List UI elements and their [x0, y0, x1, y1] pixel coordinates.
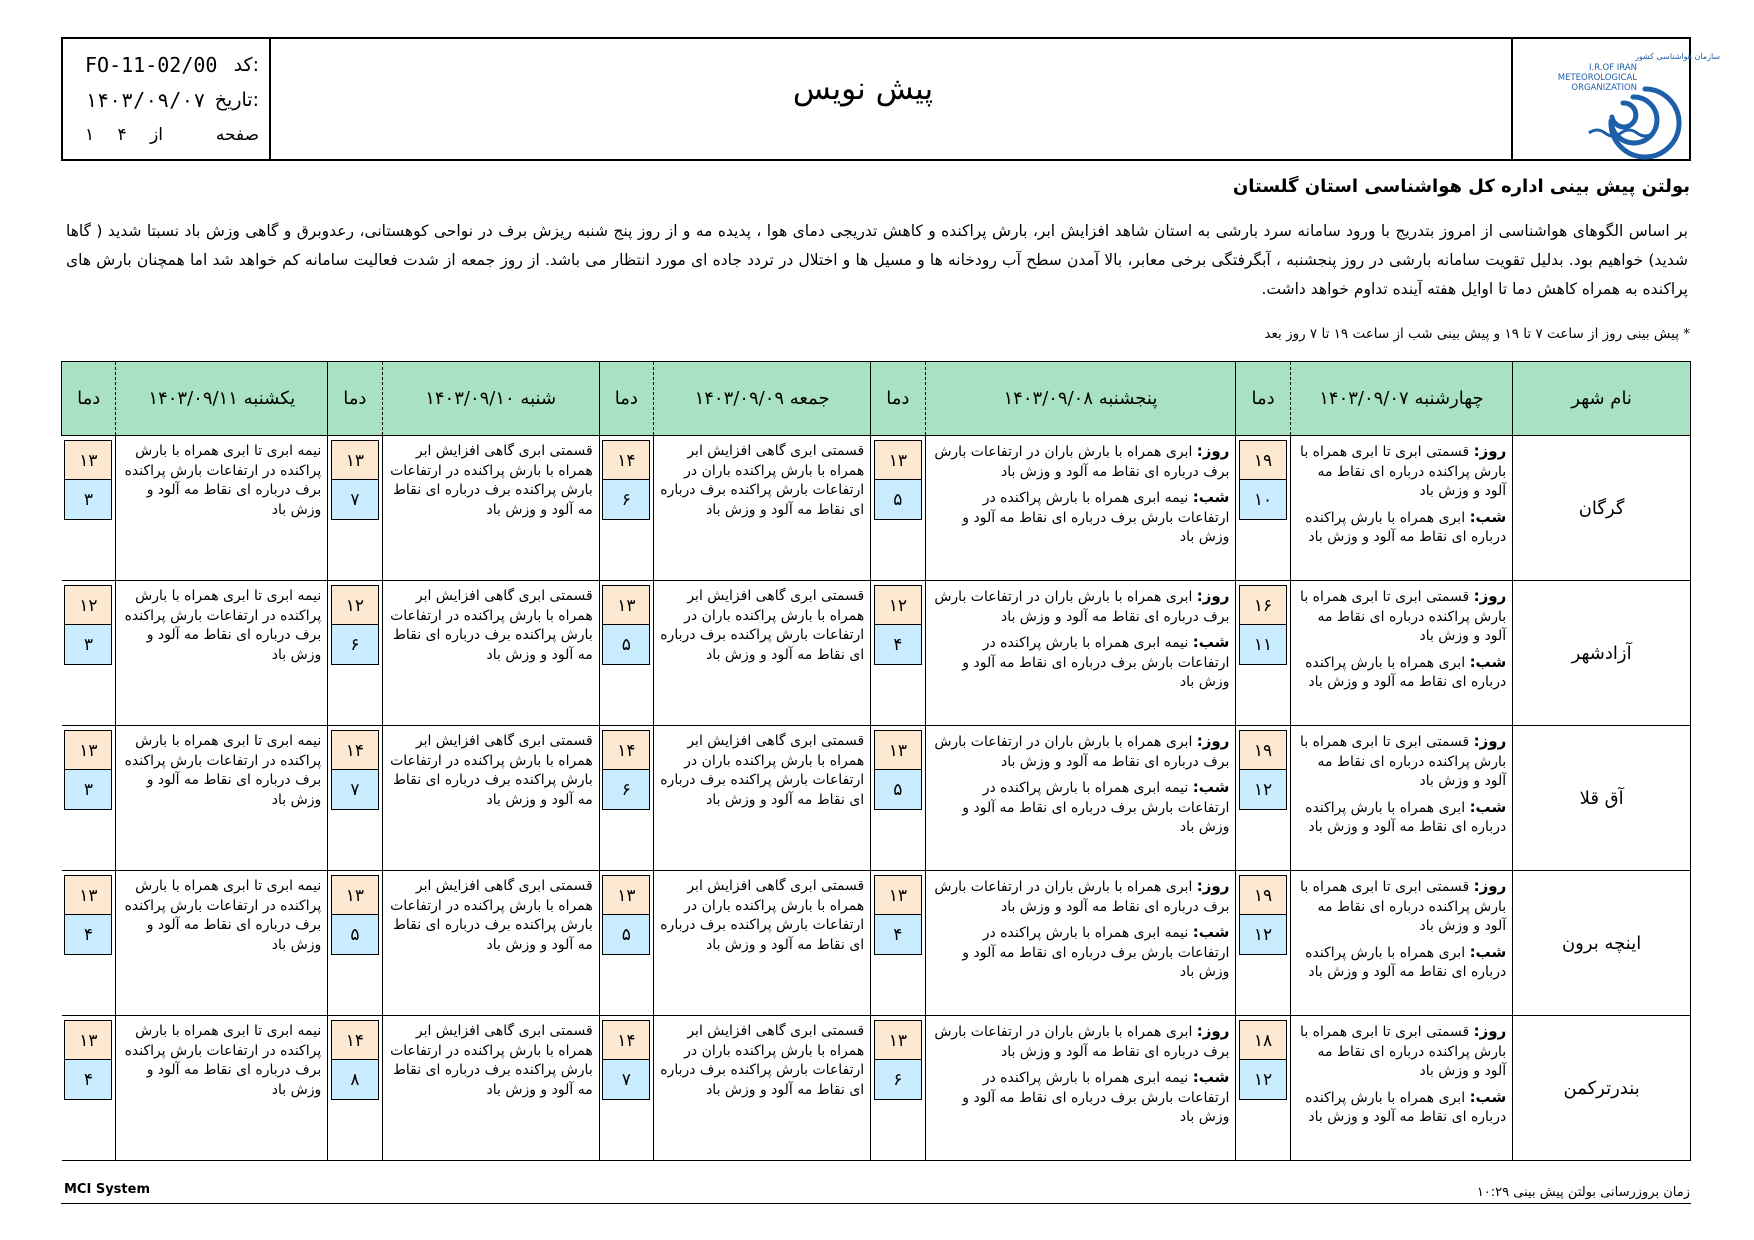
min-temp: ۱۱	[1239, 625, 1287, 665]
max-temp: ۱۳	[874, 1020, 922, 1060]
day-prefix: روز:	[1196, 587, 1230, 605]
table-row	[62, 1016, 1691, 1161]
night-prefix: شب:	[1192, 633, 1230, 651]
night-prefix: شب:	[1192, 488, 1230, 506]
day-header-2: پنجشنبه ۱۴۰۳/۰۹/۰۸	[925, 362, 1236, 436]
max-temp: ۱۳	[64, 730, 112, 770]
day-prefix: روز:	[1196, 732, 1230, 750]
code-row	[77, 49, 259, 81]
forecast-cell-day5	[116, 1016, 328, 1161]
temp-header-3: دما	[599, 362, 653, 436]
min-temp: ۶	[331, 625, 379, 665]
max-temp: ۱۲	[331, 585, 379, 625]
city-name: بندرترکمن	[1513, 1016, 1691, 1161]
forecast-cell-day5	[116, 726, 328, 871]
forecast-text: نیمه ابری تا ابری همراه با بارش پراکنده در ارتفاعات بارش پراکنده برف درباره ای نقاط مه آلود و وزش باد	[124, 878, 322, 953]
min-temp: ۳	[64, 625, 112, 665]
night-prefix: شب:	[1469, 797, 1507, 816]
forecast-table-wrapper	[61, 361, 1691, 1156]
forecast-summary: بر اساس الگوهای هواشناسی از امروز بتدریج با ورود سامانه سرد بارشی به استان شاهد افزایش ابر، بارش پراکنده و کاهش تدریجی دمای هوا ، پدیده مه و از روز پنج شنبه ریزش برف در نواحی کوهستانی، رعدوبرق و گاهی وزش باد نسبتا شدید ( گاها شدید) خواهیم بود. بدلیل تقویت سامانه بارشی در روز پنجشنبه ، آبگرفتگی برخی معابر، بالا آمدن سطح آب رودخانه ها و مسیل ها و اختلال در تردد جاده ای مورد انتظار می باشد. از روز جمعه از شدت فعالیت سامانه کم خواهد شد اما همچنان بارش های پراکنده به همراه کاهش دما تا اوایل هفته آینده تداوم خواهد داشت.	[66, 222, 1688, 298]
forecast-cell-day4	[382, 436, 599, 581]
forecast-cell-day4	[382, 726, 599, 871]
max-temp: ۱۴	[331, 1020, 379, 1060]
footer-divider	[61, 1203, 1691, 1204]
bulletin-title: بولتن پیش بینی اداره کل هواشناسی استان گلستان	[1232, 176, 1690, 197]
temp-cell-day1	[1236, 436, 1290, 581]
max-temp: ۱۳	[874, 875, 922, 915]
night-text: ابری همراه با بارش پراکنده درباره ای نقاط مه آلود و وزش باد	[1305, 944, 1507, 980]
day-forecast-text	[926, 726, 1236, 772]
min-temp: ۴	[64, 1060, 112, 1100]
forecast-text: قسمتی ابری گاهی افزایش ابر همراه با بارش پراکنده در ارتفاعات بارش پراکنده برف درباره ای نقاط مه آلود و وزش باد	[390, 878, 593, 953]
night-text: نیمه ابری همراه با بارش پراکنده در ارتفاعات بارش برف درباره ای نقاط مه آلود و وزش باد	[962, 635, 1230, 690]
forecast-cell-day5	[116, 436, 328, 581]
night-text: نیمه ابری همراه با بارش پراکنده در ارتفاعات بارش برف درباره ای نقاط مه آلود و وزش باد	[962, 925, 1230, 980]
table-row	[62, 871, 1691, 1016]
temp-cell-day3	[599, 1016, 653, 1161]
header-divider-right	[1511, 39, 1513, 159]
day-prefix: روز:	[1473, 877, 1507, 895]
forecast-text: قسمتی ابری گاهی افزایش ابر همراه با بارش پراکنده در ارتفاعات بارش پراکنده برف درباره ای نقاط مه آلود و وزش باد	[390, 443, 593, 518]
forecast-text: قسمتی ابری گاهی افزایش ابر همراه با بارش پراکنده در ارتفاعات بارش پراکنده برف درباره ای نقاط مه آلود و وزش باد	[390, 1023, 593, 1098]
day-header-1: چهارشنبه ۱۴۰۳/۰۹/۰۷	[1290, 362, 1513, 436]
header-divider-left	[269, 39, 271, 159]
day-text: قسمتی ابری تا ابری همراه با بارش پراکنده درباره ای نقاط مه آلود و وزش باد	[1300, 444, 1507, 499]
max-temp: ۱۳	[331, 440, 379, 480]
forecast-cell-day1	[1290, 871, 1513, 1016]
temp-cell-day2	[871, 436, 925, 581]
min-temp: ۶	[602, 770, 650, 810]
document-header	[61, 37, 1721, 161]
min-temp: ۵	[602, 915, 650, 955]
forecast-text: نیمه ابری تا ابری همراه با بارش پراکنده در ارتفاعات بارش پراکنده برف درباره ای نقاط مه آلود و وزش باد	[124, 1023, 322, 1098]
temp-header-5: دما	[62, 362, 116, 436]
max-temp: ۱۴	[331, 730, 379, 770]
day-text: ابری همراه با بارش باران در ارتفاعات بارش برف درباره ای نقاط مه آلود و وزش باد	[934, 734, 1230, 770]
night-forecast-text	[1291, 502, 1513, 548]
day-text: ابری همراه با بارش باران در ارتفاعات بارش برف درباره ای نقاط مه آلود و وزش باد	[934, 444, 1230, 480]
night-forecast-text	[1291, 1082, 1513, 1128]
max-temp: ۱۴	[602, 440, 650, 480]
min-temp: ۴	[64, 915, 112, 955]
night-prefix: شب:	[1192, 778, 1230, 796]
day-header-4: شنبه ۱۴۰۳/۰۹/۱۰	[382, 362, 599, 436]
forecast-text: قسمتی ابری گاهی افزایش ابر همراه با بارش پراکنده در ارتفاعات بارش پراکنده برف درباره ای نقاط مه آلود و وزش باد	[390, 588, 593, 663]
min-temp: ۱۰	[1239, 480, 1287, 520]
night-forecast-text	[926, 482, 1236, 548]
day-forecast-text	[926, 871, 1236, 917]
day-prefix: روز:	[1473, 587, 1507, 605]
max-temp: ۱۹	[1239, 440, 1287, 480]
min-temp: ۴	[874, 625, 922, 665]
temp-cell-day2	[871, 871, 925, 1016]
night-forecast-text	[926, 917, 1236, 983]
forecast-cell-day1	[1290, 1016, 1513, 1161]
temp-header-1: دما	[1236, 362, 1290, 436]
temp-cell-day4	[328, 871, 382, 1016]
max-temp: ۱۶	[1239, 585, 1287, 625]
forecast-table	[61, 361, 1691, 1161]
temp-header-4: دما	[328, 362, 382, 436]
temp-cell-day3	[599, 726, 653, 871]
night-forecast-text	[1291, 937, 1513, 983]
max-temp: ۱۳	[874, 730, 922, 770]
temp-cell-day3	[599, 871, 653, 1016]
temp-cell-day1	[1236, 1016, 1290, 1161]
day-forecast-text	[926, 581, 1236, 627]
page-title: پیش نویس	[792, 71, 934, 107]
night-text: نیمه ابری همراه با بارش پراکنده در ارتفاعات بارش برف درباره ای نقاط مه آلود و وزش باد	[962, 490, 1230, 545]
temp-cell-day3	[599, 581, 653, 726]
forecast-cell-day5	[116, 871, 328, 1016]
day-forecast-text	[1291, 436, 1513, 502]
min-temp: ۴	[874, 915, 922, 955]
min-temp: ۱۲	[1239, 915, 1287, 955]
day-forecast-text	[1291, 871, 1513, 937]
temp-cell-day2	[871, 726, 925, 871]
max-temp: ۱۳	[331, 875, 379, 915]
day-text: قسمتی ابری تا ابری همراه با بارش پراکنده درباره ای نقاط مه آلود و وزش باد	[1300, 734, 1507, 789]
forecast-text: نیمه ابری تا ابری همراه با بارش پراکنده در ارتفاعات بارش پراکنده برف درباره ای نقاط مه آلود و وزش باد	[124, 443, 322, 518]
night-prefix: شب:	[1469, 942, 1507, 961]
day-forecast-text	[1291, 1016, 1513, 1082]
min-temp: ۳	[64, 480, 112, 520]
max-temp: ۱۴	[602, 730, 650, 770]
forecast-cell-day2	[925, 436, 1236, 581]
forecast-text: نیمه ابری تا ابری همراه با بارش پراکنده در ارتفاعات بارش پراکنده برف درباره ای نقاط مه آلود و وزش باد	[124, 733, 322, 808]
day-text: قسمتی ابری تا ابری همراه با بارش پراکنده درباره ای نقاط مه آلود و وزش باد	[1300, 589, 1507, 644]
footer-system-name: MCI System	[64, 1182, 150, 1197]
day-prefix: روز:	[1196, 877, 1230, 895]
forecast-text: قسمتی ابری گاهی افزایش ابر همراه با بارش پراکنده باران در ارتفاعات بارش پراکنده برف درباره ای نقاط مه آلود و وزش باد	[660, 443, 865, 518]
city-column-header: نام شهر	[1513, 362, 1691, 436]
night-text: نیمه ابری همراه با بارش پراکنده در ارتفاعات بارش برف درباره ای نقاط مه آلود و وزش باد	[962, 1070, 1230, 1125]
max-temp: ۱۳	[602, 875, 650, 915]
forecast-cell-day2	[925, 581, 1236, 726]
temp-cell-day2	[871, 581, 925, 726]
logo-text-en-3: ORGANIZATION	[1571, 83, 1637, 93]
day-forecast-text	[926, 1016, 1236, 1062]
temp-cell-day5	[62, 436, 116, 581]
night-prefix: شب:	[1469, 652, 1507, 671]
night-forecast-text	[1291, 647, 1513, 693]
night-text: نیمه ابری همراه با بارش پراکنده در ارتفاعات بارش برف درباره ای نقاط مه آلود و وزش باد	[962, 780, 1230, 835]
forecast-cell-day3	[654, 581, 871, 726]
night-prefix: شب:	[1469, 1087, 1507, 1106]
forecast-cell-day1	[1290, 436, 1513, 581]
logo-text-en-1: I.R.OF IRAN	[1588, 63, 1637, 73]
table-row	[62, 726, 1691, 871]
night-prefix: شب:	[1469, 507, 1507, 526]
max-temp: ۱۳	[602, 585, 650, 625]
max-temp: ۱۹	[1239, 875, 1287, 915]
day-text: ابری همراه با بارش باران در ارتفاعات بارش برف درباره ای نقاط مه آلود و وزش باد	[934, 879, 1230, 915]
date-row	[77, 84, 259, 116]
code-value: FO-11-02/00	[85, 53, 218, 77]
min-temp: ۶	[874, 1060, 922, 1100]
temp-cell-day1	[1236, 871, 1290, 1016]
footer-update-time: زمان بروزرسانی بولتن پیش بینی ۱۰:۲۹	[1476, 1185, 1690, 1200]
forecast-cell-day3	[654, 871, 871, 1016]
date-value: ۱۴۰۳/۰۹/۰۷	[85, 88, 206, 112]
forecast-cell-day1	[1290, 581, 1513, 726]
temp-cell-day5	[62, 726, 116, 871]
forecast-text: قسمتی ابری گاهی افزایش ابر همراه با بارش پراکنده باران در ارتفاعات بارش پراکنده برف درباره ای نقاط مه آلود و وزش باد	[660, 1023, 865, 1098]
temp-header-2: دما	[871, 362, 925, 436]
forecast-cell-day3	[654, 726, 871, 871]
max-temp: ۱۴	[602, 1020, 650, 1060]
min-temp: ۸	[331, 1060, 379, 1100]
day-header-3: جمعه ۱۴۰۳/۰۹/۰۹	[654, 362, 871, 436]
min-temp: ۵	[874, 770, 922, 810]
day-prefix: روز:	[1473, 442, 1507, 460]
max-temp: ۱۹	[1239, 730, 1287, 770]
min-temp: ۱۲	[1239, 770, 1287, 810]
forecast-cell-day4	[382, 871, 599, 1016]
temp-cell-day5	[62, 871, 116, 1016]
page-number: ۱ از ۴	[85, 125, 164, 145]
night-prefix: شب:	[1192, 1068, 1230, 1086]
forecast-cell-day1	[1290, 726, 1513, 871]
temp-cell-day4	[328, 1016, 382, 1161]
day-prefix: روز:	[1196, 1022, 1230, 1040]
forecast-text: قسمتی ابری گاهی افزایش ابر همراه با بارش پراکنده باران در ارتفاعات بارش پراکنده برف درباره ای نقاط مه آلود و وزش باد	[660, 588, 865, 663]
wave-spiral-icon	[1515, 45, 1721, 153]
day-prefix: روز:	[1473, 732, 1507, 750]
temp-cell-day4	[328, 726, 382, 871]
forecast-cell-day4	[382, 1016, 599, 1161]
table-row	[62, 581, 1691, 726]
min-temp: ۷	[331, 480, 379, 520]
temp-cell-day1	[1236, 581, 1290, 726]
forecast-text: قسمتی ابری گاهی افزایش ابر همراه با بارش پراکنده باران در ارتفاعات بارش پراکنده برف درباره ای نقاط مه آلود و وزش باد	[660, 733, 865, 808]
forecast-period-note: * پیش بینی روز از ساعت ۷ تا ۱۹ و پیش بینی شب از ساعت ۱۹ تا ۷ روز بعد	[1264, 326, 1690, 342]
max-temp: ۱۸	[1239, 1020, 1287, 1060]
forecast-cell-day3	[654, 1016, 871, 1161]
city-name: اینچه برون	[1513, 871, 1691, 1016]
logo-text-fa: سازمان هواشناسی کشور	[1635, 52, 1721, 61]
forecast-cell-day2	[925, 1016, 1236, 1161]
forecast-text: قسمتی ابری گاهی افزایش ابر همراه با بارش پراکنده باران در ارتفاعات بارش پراکنده برف درباره ای نقاط مه آلود و وزش باد	[660, 878, 865, 953]
code-label: کد:	[233, 54, 259, 76]
table-row	[62, 436, 1691, 581]
forecast-cell-day2	[925, 871, 1236, 1016]
forecast-cell-day2	[925, 726, 1236, 871]
temp-cell-day1	[1236, 726, 1290, 871]
night-forecast-text	[926, 772, 1236, 838]
forecast-text: نیمه ابری تا ابری همراه با بارش پراکنده در ارتفاعات بارش پراکنده برف درباره ای نقاط مه آلود و وزش باد	[124, 588, 322, 663]
forecast-cell-day4	[382, 581, 599, 726]
forecast-cell-day5	[116, 581, 328, 726]
max-temp: ۱۳	[64, 1020, 112, 1060]
min-temp: ۷	[602, 1060, 650, 1100]
forecast-text: قسمتی ابری گاهی افزایش ابر همراه با بارش پراکنده در ارتفاعات بارش پراکنده برف درباره ای نقاط مه آلود و وزش باد	[390, 733, 593, 808]
document-meta	[63, 39, 269, 159]
night-forecast-text	[1291, 792, 1513, 838]
night-prefix: شب:	[1192, 923, 1230, 941]
temp-cell-day3	[599, 436, 653, 581]
day-forecast-text	[926, 436, 1236, 482]
temp-cell-day4	[328, 581, 382, 726]
city-name: گرگان	[1513, 436, 1691, 581]
day-header-5: یکشنبه ۱۴۰۳/۰۹/۱۱	[116, 362, 328, 436]
day-forecast-text	[1291, 581, 1513, 647]
table-header-row	[62, 362, 1691, 436]
max-temp: ۱۳	[874, 440, 922, 480]
day-prefix: روز:	[1473, 1022, 1507, 1040]
city-name: آزادشهر	[1513, 581, 1691, 726]
max-temp: ۱۲	[874, 585, 922, 625]
min-temp: ۵	[331, 915, 379, 955]
date-label: تاریخ:	[214, 89, 259, 111]
max-temp: ۱۲	[64, 585, 112, 625]
min-temp: ۳	[64, 770, 112, 810]
temp-cell-day2	[871, 1016, 925, 1161]
min-temp: ۱۲	[1239, 1060, 1287, 1100]
max-temp: ۱۳	[64, 440, 112, 480]
max-temp: ۱۳	[64, 875, 112, 915]
page-label: صفحه	[215, 125, 259, 145]
page-row	[77, 119, 259, 151]
day-forecast-text	[1291, 726, 1513, 792]
night-text: ابری همراه با بارش پراکنده درباره ای نقاط مه آلود و وزش باد	[1305, 799, 1507, 835]
forecast-cell-day3	[654, 436, 871, 581]
night-forecast-text	[926, 627, 1236, 693]
day-prefix: روز:	[1196, 442, 1230, 460]
day-text: قسمتی ابری تا ابری همراه با بارش پراکنده درباره ای نقاط مه آلود و وزش باد	[1300, 879, 1507, 934]
min-temp: ۷	[331, 770, 379, 810]
night-forecast-text	[926, 1062, 1236, 1128]
city-name: آق قلا	[1513, 726, 1691, 871]
logo-text-en-2: METEOROLOGICAL	[1557, 73, 1637, 83]
meteorological-organization-logo	[1515, 45, 1721, 153]
temp-cell-day4	[328, 436, 382, 581]
temp-cell-day5	[62, 581, 116, 726]
min-temp: ۵	[874, 480, 922, 520]
day-text: ابری همراه با بارش باران در ارتفاعات بارش برف درباره ای نقاط مه آلود و وزش باد	[934, 589, 1230, 625]
min-temp: ۶	[602, 480, 650, 520]
day-text: قسمتی ابری تا ابری همراه با بارش پراکنده درباره ای نقاط مه آلود و وزش باد	[1300, 1024, 1507, 1079]
night-text: ابری همراه با بارش پراکنده درباره ای نقاط مه آلود و وزش باد	[1305, 1089, 1507, 1125]
temp-cell-day5	[62, 1016, 116, 1161]
day-text: ابری همراه با بارش باران در ارتفاعات بارش برف درباره ای نقاط مه آلود و وزش باد	[934, 1024, 1230, 1060]
night-text: ابری همراه با بارش پراکنده درباره ای نقاط مه آلود و وزش باد	[1305, 654, 1507, 690]
min-temp: ۵	[602, 625, 650, 665]
night-text: ابری همراه با بارش پراکنده درباره ای نقاط مه آلود و وزش باد	[1305, 509, 1507, 545]
